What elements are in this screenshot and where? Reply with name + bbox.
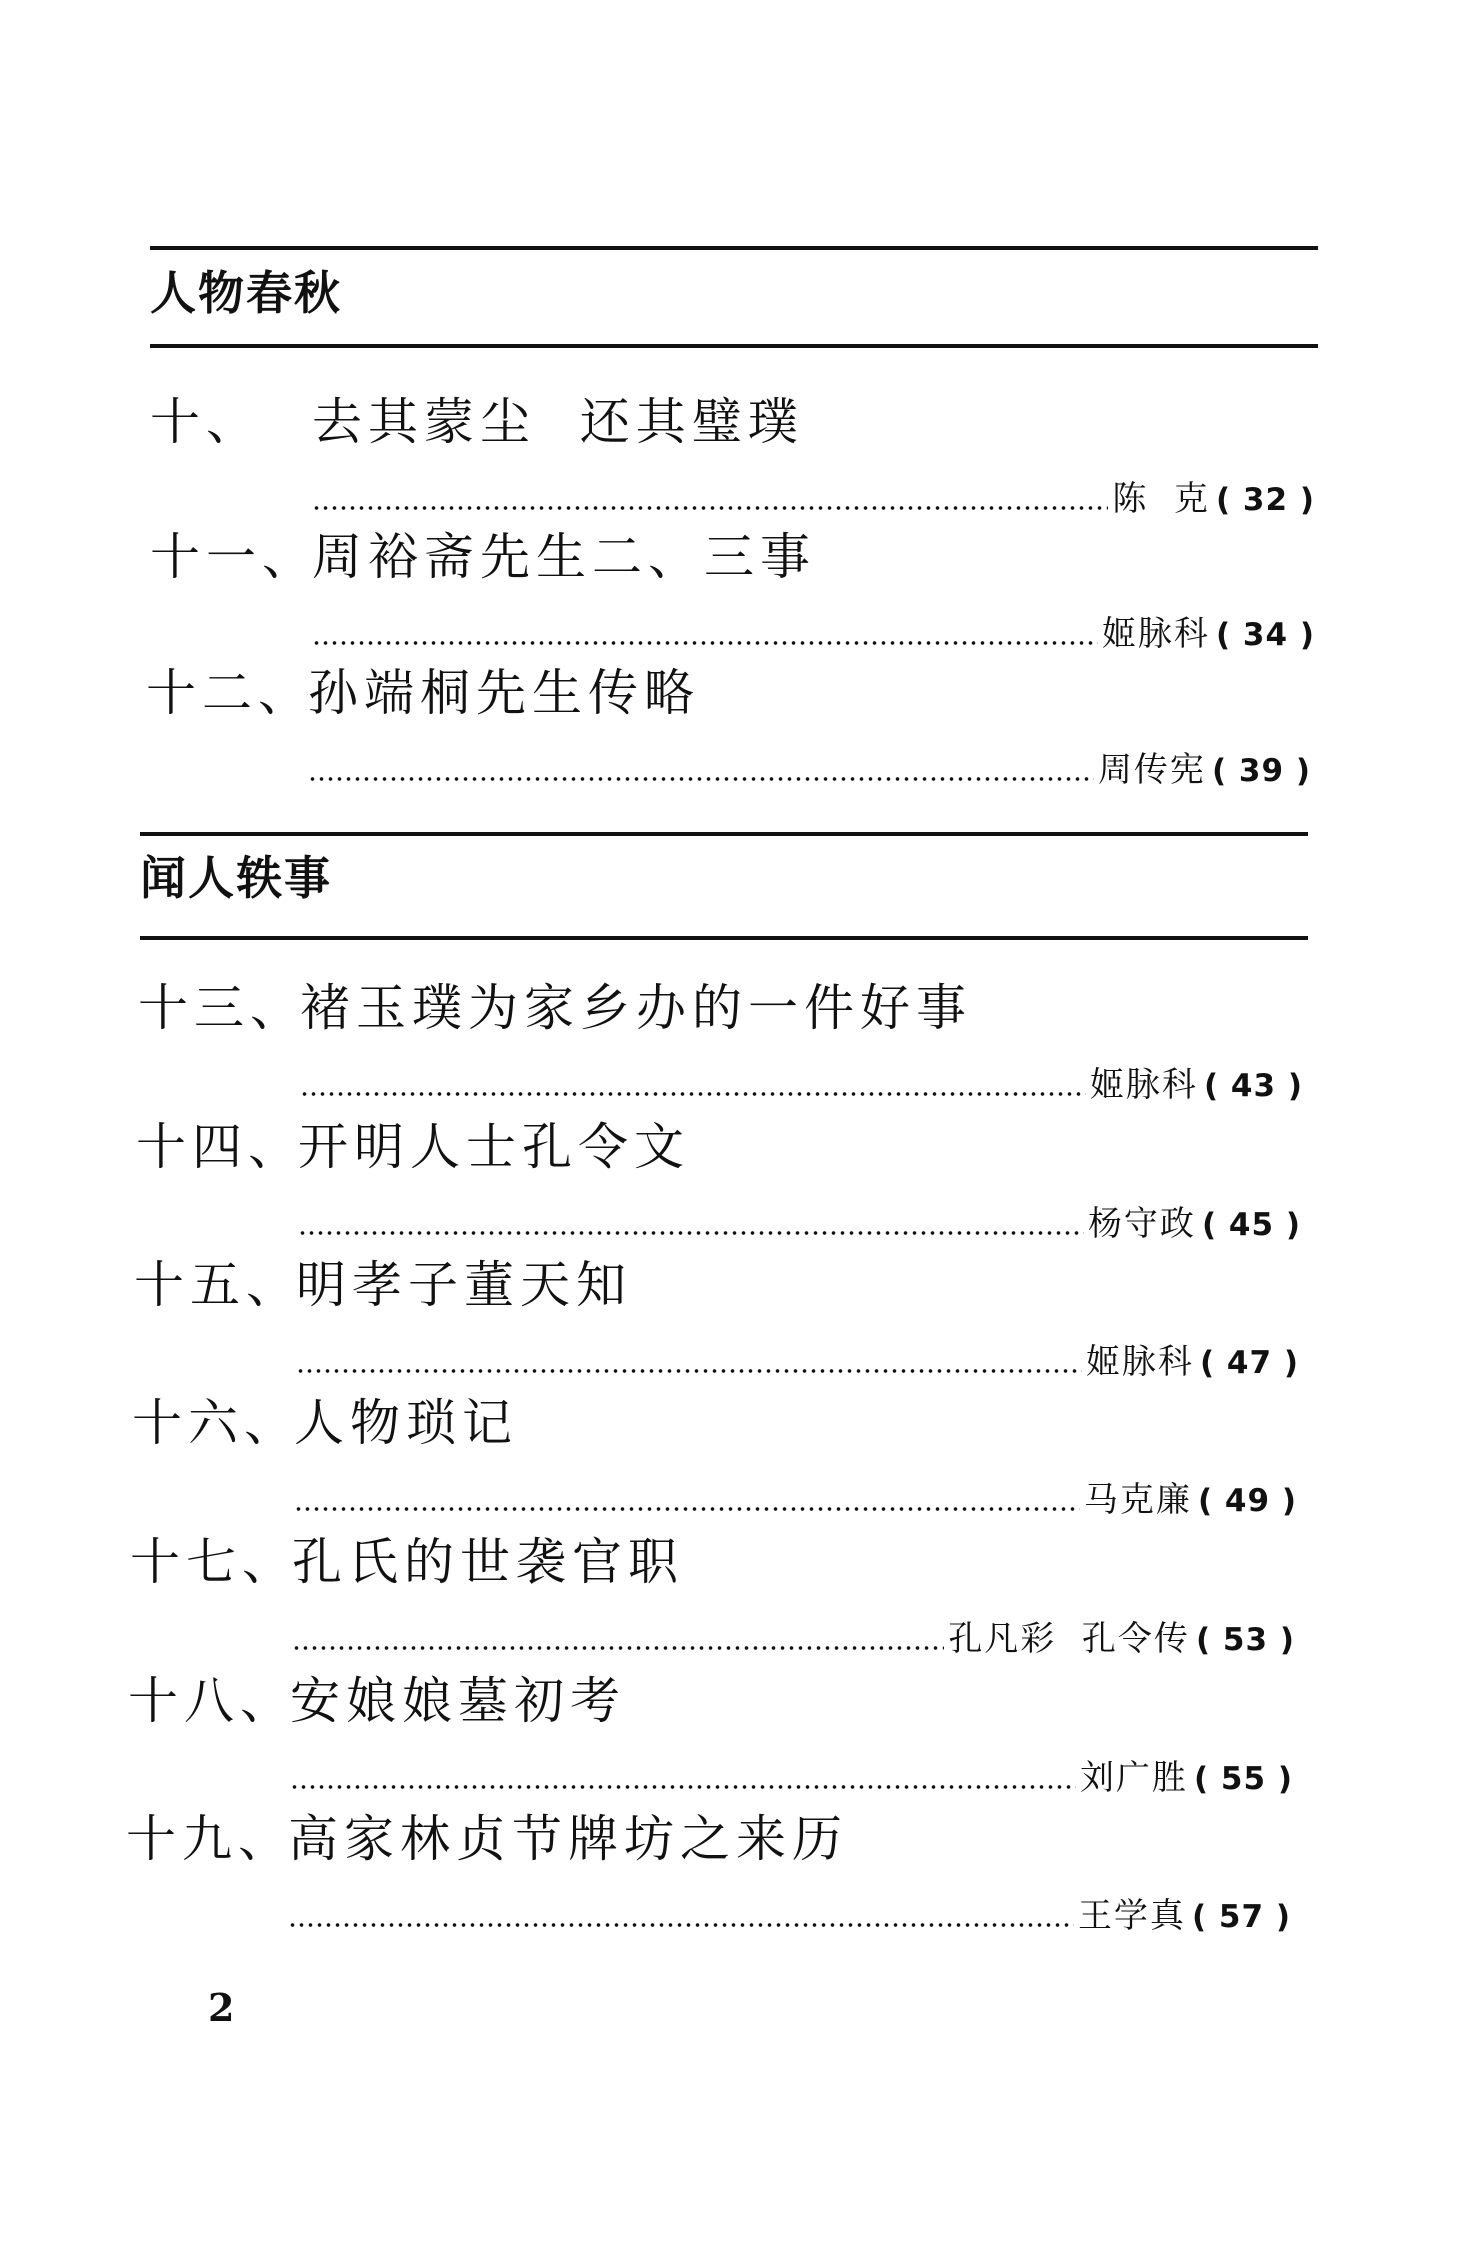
entry-title: 高家林贞节牌坊之来历 — [288, 1810, 848, 1868]
entry-number: 十五、 — [134, 1256, 302, 1314]
entry-leader — [312, 614, 1315, 654]
entry-number: 十七、 — [130, 1533, 298, 1591]
entry-leader — [312, 479, 1315, 519]
section-bottom-rule — [150, 344, 1318, 348]
toc-entry[interactable] — [136, 1118, 1336, 1262]
entry-page: ( 49 ) — [1197, 1483, 1297, 1519]
entry-page: ( 43 ) — [1203, 1068, 1303, 1104]
entry-leader — [298, 1204, 1301, 1244]
entry-title: 明孝子董天知 — [296, 1256, 632, 1314]
entry-author: 陈 克 — [1112, 479, 1210, 519]
entry-title: 人物琐记 — [294, 1394, 518, 1452]
entry-author: 刘广胜 — [1079, 1758, 1188, 1798]
entry-author: 姬脉科 — [1101, 614, 1210, 654]
dot-leader — [288, 1923, 1074, 1927]
entry-page: ( 57 ) — [1191, 1899, 1291, 1935]
toc-entry[interactable] — [128, 1672, 1328, 1816]
dot-leader — [312, 641, 1098, 645]
page-number: 2 — [208, 1985, 235, 2030]
entry-number: 十八、 — [128, 1672, 296, 1730]
entry-author: 周传宪 — [1097, 750, 1206, 790]
entry-number: 十六、 — [132, 1394, 300, 1452]
entry-leader — [292, 1619, 1295, 1659]
toc-entry[interactable] — [150, 393, 1350, 537]
entry-number: 十四、 — [136, 1118, 304, 1176]
entry-title: 孙端桐先生传略 — [308, 664, 700, 722]
entry-title: 孔氏的世袭官职 — [292, 1533, 684, 1591]
dot-leader — [312, 506, 1108, 510]
toc-entry[interactable] — [146, 664, 1346, 808]
dot-leader — [298, 1231, 1084, 1235]
dot-leader — [292, 1646, 944, 1650]
section-top-rule — [140, 832, 1308, 836]
entry-number: 十九、 — [126, 1810, 294, 1868]
entry-title: 褚玉璞为家乡办的一件好事 — [300, 979, 972, 1037]
entry-title: 周裕斋先生二、三事 — [312, 528, 816, 586]
dot-leader — [296, 1369, 1082, 1373]
dot-leader — [294, 1507, 1080, 1511]
toc-entry[interactable] — [134, 1256, 1334, 1400]
toc-entry[interactable] — [132, 1394, 1332, 1538]
section-title-renwu-chunqiu: 人物春秋 — [150, 266, 342, 320]
entry-author: 王学真 — [1077, 1896, 1186, 1936]
entry-page: ( 34 ) — [1215, 617, 1315, 653]
entry-leader — [296, 1342, 1299, 1382]
section-title-wenren-yishi: 闻人轶事 — [140, 851, 332, 905]
entry-leader — [308, 750, 1311, 790]
entry-author: 姬脉科 — [1089, 1065, 1198, 1105]
toc-entry[interactable] — [130, 1533, 1330, 1677]
entry-number: 十三、 — [138, 979, 306, 1037]
dot-leader — [290, 1785, 1076, 1789]
entry-title: 开明人士孔令文 — [298, 1118, 690, 1176]
entry-author: 孔凡彩 孔令传 — [948, 1619, 1190, 1659]
entry-author: 姬脉科 — [1085, 1342, 1194, 1382]
toc-entry[interactable] — [138, 979, 1338, 1123]
entry-leader — [288, 1896, 1291, 1936]
entry-leader — [290, 1758, 1293, 1798]
entry-page: ( 39 ) — [1211, 753, 1311, 789]
entry-number: 十二、 — [146, 664, 314, 722]
entry-leader — [300, 1065, 1303, 1105]
section-bottom-rule — [140, 936, 1308, 940]
entry-author: 马克廉 — [1083, 1480, 1192, 1520]
entry-title: 安娘娘墓初考 — [290, 1672, 626, 1730]
entry-number: 十、 — [150, 393, 262, 451]
entry-author: 杨守政 — [1087, 1204, 1196, 1244]
section-top-rule — [150, 246, 1318, 250]
entry-number: 十一、 — [150, 528, 318, 586]
entry-page: ( 47 ) — [1199, 1345, 1299, 1381]
dot-leader — [308, 777, 1094, 781]
toc-entry[interactable] — [150, 528, 1350, 672]
entry-page: ( 32 ) — [1215, 482, 1315, 518]
toc-entry[interactable] — [126, 1810, 1326, 1954]
entry-page: ( 55 ) — [1193, 1761, 1293, 1797]
dot-leader — [300, 1092, 1086, 1096]
entry-title: 去其蒙尘 还其璧璞 — [312, 393, 804, 451]
entry-page: ( 53 ) — [1195, 1622, 1295, 1658]
entry-page: ( 45 ) — [1201, 1207, 1301, 1243]
entry-leader — [294, 1480, 1297, 1520]
